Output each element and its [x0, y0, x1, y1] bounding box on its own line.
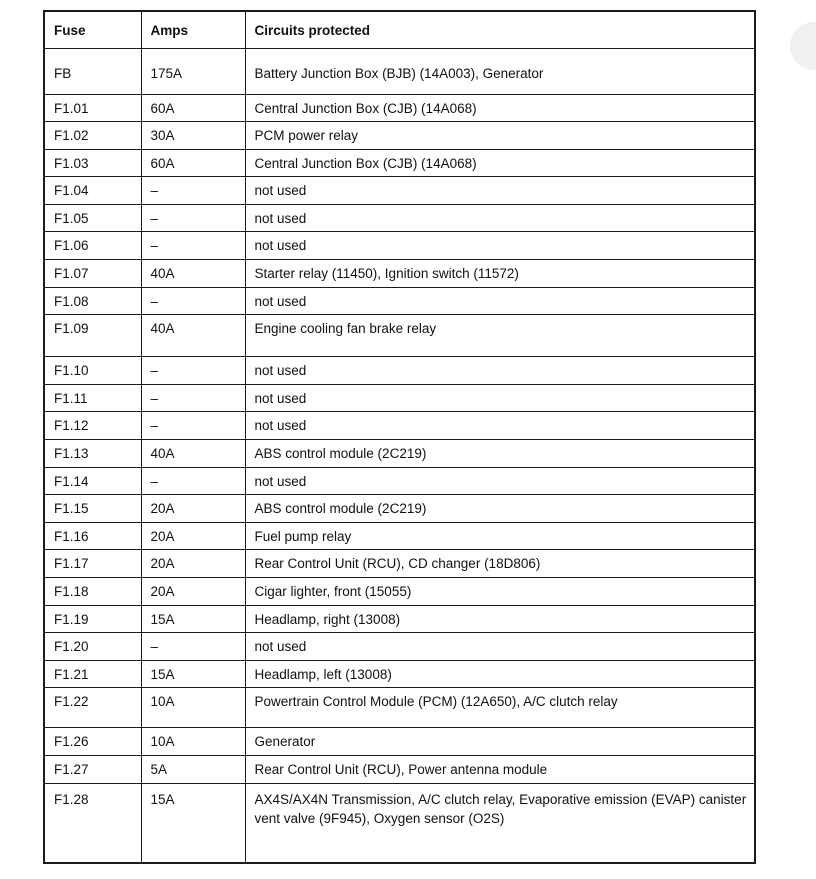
cell-fuse: FB — [44, 48, 141, 94]
cell-amps: 10A — [141, 688, 245, 728]
table-row — [44, 177, 755, 205]
table-row — [44, 578, 755, 606]
cell-amps: 20A — [141, 550, 245, 578]
table-row — [44, 315, 755, 357]
cell-fuse: F1.11 — [44, 384, 141, 412]
header-circuits: Circuits protected — [245, 11, 755, 48]
table-row — [44, 495, 755, 523]
cell-fuse: F1.17 — [44, 550, 141, 578]
cell-circuits: not used — [245, 467, 755, 495]
cell-circuits: not used — [245, 633, 755, 661]
cell-fuse: F1.16 — [44, 522, 141, 550]
cell-circuits: not used — [245, 287, 755, 315]
table-row — [44, 412, 755, 440]
cell-fuse: F1.27 — [44, 755, 141, 783]
cell-circuits: Engine cooling fan brake relay — [245, 315, 755, 357]
cell-circuits: ABS control module (2C219) — [245, 495, 755, 523]
header-fuse: Fuse — [44, 11, 141, 48]
cell-amps: 20A — [141, 522, 245, 550]
cell-fuse: F1.02 — [44, 122, 141, 150]
cell-amps: – — [141, 633, 245, 661]
table-row — [44, 605, 755, 633]
cell-fuse: F1.01 — [44, 94, 141, 122]
cell-amps: – — [141, 204, 245, 232]
table-row — [44, 384, 755, 412]
cell-circuits: not used — [245, 232, 755, 260]
cell-fuse: F1.28 — [44, 783, 141, 863]
cell-circuits: Central Junction Box (CJB) (14A068) — [245, 149, 755, 177]
cell-amps: 30A — [141, 122, 245, 150]
cell-amps: 20A — [141, 578, 245, 606]
cell-amps: 15A — [141, 783, 245, 863]
cell-circuits: not used — [245, 177, 755, 205]
cell-circuits: Fuel pump relay — [245, 522, 755, 550]
cell-fuse: F1.20 — [44, 633, 141, 661]
cell-amps: 60A — [141, 149, 245, 177]
cell-amps: – — [141, 232, 245, 260]
cell-fuse: F1.13 — [44, 440, 141, 468]
cell-circuits: Rear Control Unit (RCU), Power antenna module — [245, 755, 755, 783]
cell-fuse: F1.08 — [44, 287, 141, 315]
table-row — [44, 633, 755, 661]
cell-fuse: F1.03 — [44, 149, 141, 177]
cell-amps: 40A — [141, 315, 245, 357]
table-row — [44, 755, 755, 783]
cell-circuits: Battery Junction Box (BJB) (14A003), Generator — [245, 48, 755, 94]
cell-amps: 15A — [141, 605, 245, 633]
cell-circuits: Central Junction Box (CJB) (14A068) — [245, 94, 755, 122]
cell-amps: 20A — [141, 495, 245, 523]
cell-circuits: Headlamp, left (13008) — [245, 660, 755, 688]
table-row — [44, 660, 755, 688]
table-row — [44, 357, 755, 385]
table-body — [44, 48, 755, 863]
cell-amps: – — [141, 357, 245, 385]
table-row — [44, 287, 755, 315]
header-amps: Amps — [141, 11, 245, 48]
table-row — [44, 728, 755, 756]
table-row — [44, 94, 755, 122]
table-row — [44, 440, 755, 468]
cell-fuse: F1.09 — [44, 315, 141, 357]
table-header-row — [44, 11, 755, 48]
table-row — [44, 688, 755, 728]
cell-fuse: F1.14 — [44, 467, 141, 495]
cell-circuits: Starter relay (11450), Ignition switch (11572) — [245, 260, 755, 288]
cell-circuits: PCM power relay — [245, 122, 755, 150]
fuse-table — [43, 10, 756, 864]
cell-amps: 5A — [141, 755, 245, 783]
table-row — [44, 522, 755, 550]
cell-circuits: not used — [245, 412, 755, 440]
table-row — [44, 467, 755, 495]
cell-amps: 60A — [141, 94, 245, 122]
cell-fuse: F1.19 — [44, 605, 141, 633]
cell-amps: – — [141, 287, 245, 315]
cell-fuse: F1.15 — [44, 495, 141, 523]
table-row — [44, 149, 755, 177]
cell-amps: 40A — [141, 260, 245, 288]
cell-amps: 175A — [141, 48, 245, 94]
cell-circuits: AX4S/AX4N Transmission, A/C clutch relay, Evaporative emission (EVAP) canister vent valve (9F945), Oxygen sensor (O2S) — [245, 783, 755, 863]
cell-fuse: F1.06 — [44, 232, 141, 260]
table-row — [44, 550, 755, 578]
cell-amps: 15A — [141, 660, 245, 688]
cell-fuse: F1.10 — [44, 357, 141, 385]
table-row — [44, 122, 755, 150]
cell-circuits: not used — [245, 384, 755, 412]
cell-circuits: not used — [245, 204, 755, 232]
table-row — [44, 232, 755, 260]
cell-circuits: Rear Control Unit (RCU), CD changer (18D806) — [245, 550, 755, 578]
cell-fuse: F1.18 — [44, 578, 141, 606]
cell-amps: – — [141, 412, 245, 440]
table-row — [44, 48, 755, 94]
table-row — [44, 204, 755, 232]
cell-amps: – — [141, 384, 245, 412]
cell-amps: 10A — [141, 728, 245, 756]
table-row — [44, 783, 755, 863]
cell-amps: 40A — [141, 440, 245, 468]
cell-fuse: F1.12 — [44, 412, 141, 440]
scroll-indicator — [790, 22, 816, 70]
cell-amps: – — [141, 467, 245, 495]
cell-circuits: Headlamp, right (13008) — [245, 605, 755, 633]
cell-fuse: F1.07 — [44, 260, 141, 288]
cell-circuits: Cigar lighter, front (15055) — [245, 578, 755, 606]
cell-amps: – — [141, 177, 245, 205]
cell-circuits: ABS control module (2C219) — [245, 440, 755, 468]
cell-circuits: Generator — [245, 728, 755, 756]
cell-fuse: F1.05 — [44, 204, 141, 232]
cell-fuse: F1.04 — [44, 177, 141, 205]
cell-fuse: F1.26 — [44, 728, 141, 756]
cell-fuse: F1.22 — [44, 688, 141, 728]
cell-circuits: not used — [245, 357, 755, 385]
table-row — [44, 260, 755, 288]
cell-circuits: Powertrain Control Module (PCM) (12A650), A/C clutch relay — [245, 688, 755, 728]
cell-fuse: F1.21 — [44, 660, 141, 688]
